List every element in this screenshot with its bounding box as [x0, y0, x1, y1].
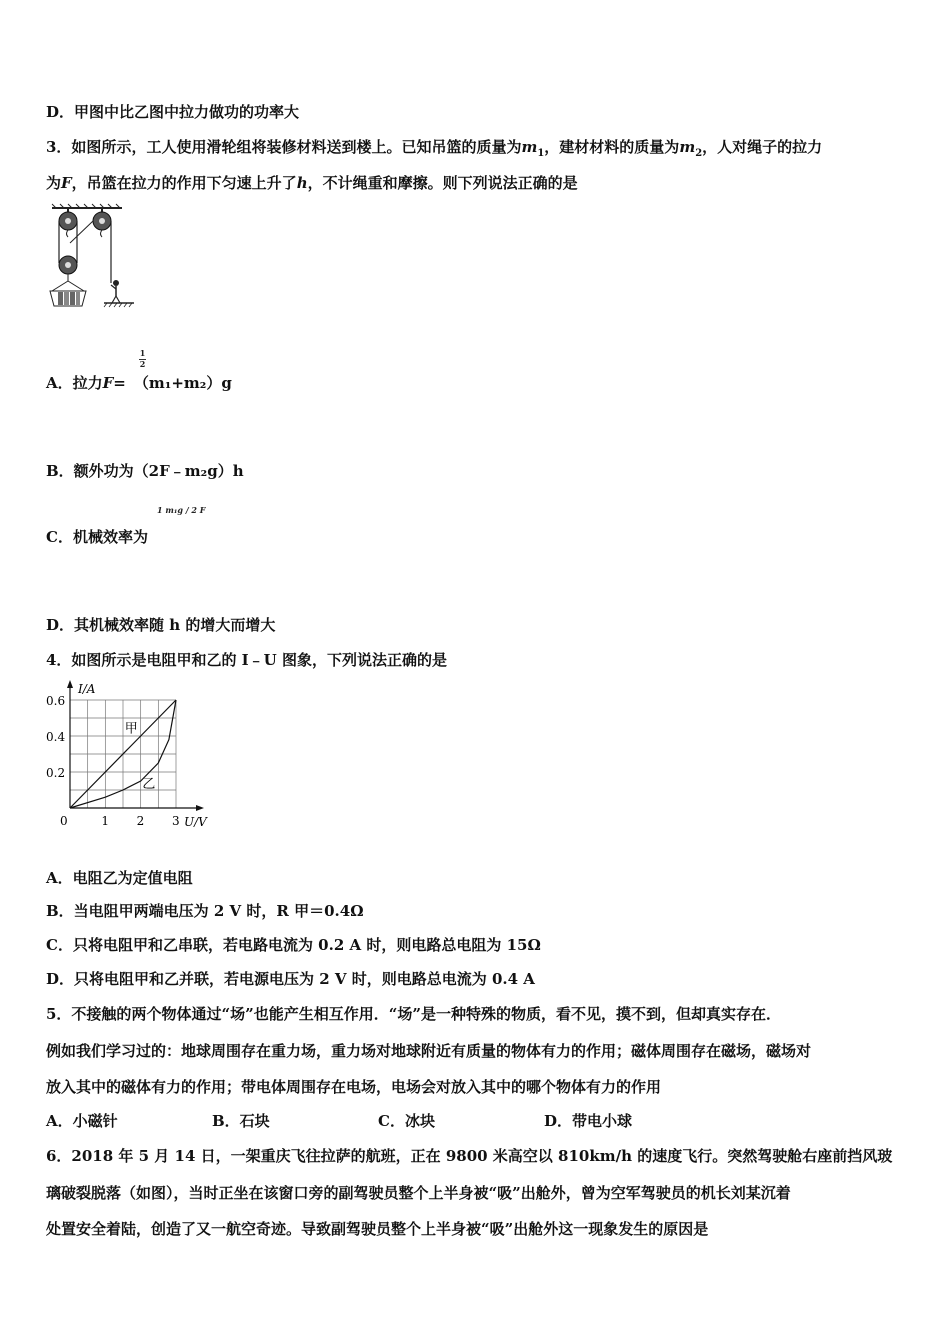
q6-line1: 6．2018 年 5 月 14 日，一架重庆飞往拉萨的航班，正在 9800 米高空以 810km/h 的速度飞行。突然驾驶舱右座前挡风玻 — [46, 1147, 893, 1165]
q3-text: ，不计绳重和摩擦。则下列说法正确的是 — [307, 174, 578, 192]
option-a-fraction — [139, 349, 146, 369]
y-tick-label: 0.4 — [46, 730, 66, 744]
q5-line3: 放入其中的磁体有力的作用；带电体周围存在电场，电场会对放入其中的哪个物体有力的作用 — [46, 1078, 662, 1096]
q3-option-d: D．其机械效率随 h 的增大而增大 — [46, 616, 276, 634]
m1-sub: 1 — [537, 148, 545, 159]
y-tick-label: 0.6 — [46, 694, 66, 708]
y-tick-label: 0.2 — [46, 766, 66, 780]
q3-text: 3．如图所示，工人使用滑轮组将装修材料送到楼上。已知吊篮的质量为 — [46, 138, 522, 156]
q4-option-b: B．当电阻甲两端电压为 2 V 时，R 甲＝0.4Ω — [46, 902, 364, 920]
q3-stem-line1 — [46, 137, 822, 164]
fraction-denominator: 2 — [139, 359, 146, 369]
x-axis-label: U/V — [184, 815, 207, 829]
q3-text: ，吊篮在拉力的作用下匀速上升了 — [71, 174, 297, 192]
q5-option-d: D．带电小球 — [544, 1112, 633, 1130]
q4-option-c: C．只将电阻甲和乙串联，若电路电流为 0.2 A 时，则电路总电阻为 15Ω — [46, 936, 541, 954]
option-a-expression: （m₁+m₂）g — [133, 374, 232, 392]
f-symbol: F — [102, 374, 114, 392]
q6-line3: 处置安全着陆，创造了又一航空奇迹。导致副驾驶员整个上半身被“吸”出舱外这一现象发生的原因是 — [46, 1220, 709, 1238]
q3-option-b: B．额外功为（2F﹣m₂g）h — [46, 462, 244, 480]
q5-line1: 5．不接触的两个物体通过“场”也能产生相互作用．“场”是一种特殊的物质，看不见，摸不到，但却真实存在． — [46, 1005, 781, 1023]
series-label-yi: 乙 — [142, 777, 156, 793]
q6-line2: 璃破裂脱落（如图），当时正坐在该窗口旁的副驾驶员整个上半身被“吸”出舱外，曾为空军驾驶员的机长刘某沉着 — [46, 1184, 791, 1202]
option-c-fraction: 1 m₁g / 2 F — [157, 505, 206, 515]
q5-option-a: A．小磁针 — [46, 1112, 118, 1130]
q5-option-c: C．冰块 — [378, 1112, 435, 1130]
pulley-figure — [44, 203, 140, 313]
q5-line2: 例如我们学习过的：地球周围存在重力场，重力场对地球附近有质量的物体有力的作用；磁体周围存在磁场，磁场对 — [46, 1042, 812, 1060]
m1-symbol: m — [521, 138, 538, 156]
equals-sign: = — [113, 374, 126, 392]
y-axis-label: I/A — [78, 682, 96, 696]
q3-option-a — [46, 373, 232, 393]
series-label-jia: 甲 — [124, 721, 138, 737]
m2-symbol: m — [679, 138, 696, 156]
q5-option-b: B．石块 — [212, 1112, 270, 1130]
m2-sub: 2 — [695, 148, 703, 159]
q4-option-d: D．只将电阻甲和乙并联，若电源电压为 2 V 时，则电路总电流为 0.4 A — [46, 970, 535, 988]
q5-options — [46, 1111, 632, 1131]
q3-text: ，人对绳子的拉力 — [702, 138, 823, 156]
q3-option-c: C．机械效率为 — [46, 528, 148, 546]
q4-option-a: A．电阻乙为定值电阻 — [46, 869, 193, 887]
q3-text: 为 — [46, 174, 62, 192]
x-axis-arrow — [196, 805, 204, 811]
q2-option-d: D．甲图中比乙图中拉力做功的功率大 — [46, 103, 300, 121]
x-tick-label: 0 — [60, 814, 68, 828]
x-tick-label: 2 — [136, 814, 145, 828]
x-tick-label: 3 — [172, 814, 180, 828]
q3-stem-line2 — [46, 173, 578, 193]
f-symbol: F — [61, 174, 72, 192]
h-symbol: h — [296, 174, 308, 192]
option-a-text: A．拉力 — [46, 374, 103, 392]
q4-stem: 4．如图所示是电阻甲和乙的 I﹣U 图象，下列说法正确的是 — [46, 651, 447, 669]
q3-text: ，建材材料的质量为 — [544, 138, 680, 156]
fraction-numerator: 1 — [139, 348, 146, 358]
iu-chart — [40, 680, 220, 835]
y-axis-arrow — [67, 680, 73, 688]
x-tick-label: 1 — [101, 814, 109, 828]
